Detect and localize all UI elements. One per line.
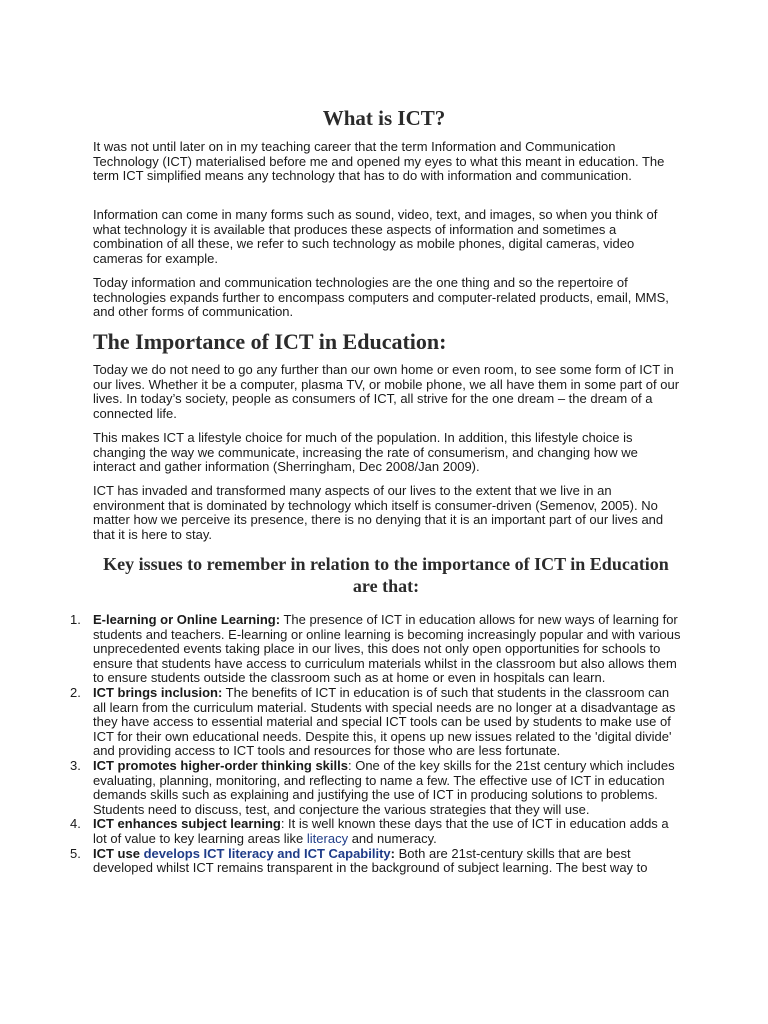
ict-capability-link[interactable]: develops ICT literacy and ICT Capability <box>139 845 391 861</box>
importance-paragraph-3: ICT has invaded and transformed many aspects of our lives to the extent that we live in an environment that is dominated by technology which itself is consumer-driven (Semenov, 2005). No matter how we perceive its presence, there is no denying that it is an important part of our lives and that it is here to stay. <box>93 483 664 542</box>
importance-paragraph-1: Today we do not need to go any further than our own home or even room, to see some form of ICT in our lives. Whether it be a computer, plasma TV, or mobile phone, we all have them in some part of our lives. In today’s society, people as consumers of ICT, all strive for the one dream – the dream of a connected life. <box>93 362 680 421</box>
literacy-link[interactable]: literacy <box>306 830 349 846</box>
issue-text: The presence of ICT in education allows for new ways of learning for students and teachers. E-learning or online learning is becoming increasingly popular and with various unprecedented events taking place in our lives, this does not only open opportunities for schools to ensure that students have access to curriculum materials whilst in the classroom but also allows them to ensure students outside the classroom such as at home or even in hospitals can learn. <box>93 612 681 686</box>
importance-heading: The Importance of ICT in Education: <box>93 329 447 354</box>
issue-title: E-learning or Online Learning: <box>93 612 281 627</box>
list-item <box>70 816 683 846</box>
list-number: 1. <box>70 612 81 627</box>
intro-paragraph-1: It was not until later on in my teaching career that the term Information and Communication Technology (ICT) materialised before me and opened my eyes to what this meant in education. The term ICT simplified means any technology that has to do with information and communication. <box>93 139 665 184</box>
issue-text: The benefits of ICT in education is of such that students in the classroom can all learn from the curriculum material. Students with special needs are no longer at a disadvantage as they have access to essential material and special ICT tools can be used by students to make use of ICT for their own educational needs. Despite this, it opens up new issues related to the 'digital divide' and providing access to ICT tools and resources for those who are less fortunate. <box>93 684 676 759</box>
list-number: 3. <box>70 757 81 773</box>
page-title: What is ICT? <box>322 106 446 130</box>
issue-title: ICT enhances subject learning <box>93 816 281 832</box>
issue-text: : One of the key skills for the 21st century which includes evaluating, planning, monitoring, and reflecting to name a few. The effective use of ICT in education demands skills such as explaining and justifying the use of ICT in producing solutions to problems. Students need to discuss, test, and conjecture the various strategies that they will use. <box>93 757 675 817</box>
list-number: 5. <box>70 845 81 861</box>
list-number: 2. <box>70 684 81 700</box>
key-issues-list <box>70 612 683 876</box>
list-item <box>70 757 683 817</box>
list-item <box>70 612 683 686</box>
issue-text: Both are 21st-century skills that are best developed whilst ICT remains transparent in the background of subject learning. The best way to <box>93 845 648 876</box>
list-item <box>70 845 683 876</box>
issue-title: ICT brings inclusion: <box>93 684 223 700</box>
issue-title: ICT promotes higher-order thinking skills <box>93 757 348 773</box>
list-item <box>70 684 683 759</box>
importance-paragraph-2: This makes ICT a lifestyle choice for much of the population. In addition, this lifestyle choice is changing the way we communicate, increasing the rate of consumerism, and changing how we interact and gather information (Sherringham, Dec 2008/Jan 2009). <box>93 430 638 475</box>
issue-text-after: and numeracy. <box>348 830 437 846</box>
issue-title-colon: : <box>390 845 395 861</box>
intro-paragraph-3: Today information and communication technologies are the one thing and so the repertoire of technologies expands further to encompass computers and computer-related products, email, MMS, and other forms of communication. <box>93 275 669 320</box>
list-number: 4. <box>70 816 81 832</box>
key-issues-heading: Key issues to remember in relation to the importance of ICT in Education are that: <box>103 554 669 596</box>
issue-text: : It is well known these days that the use of ICT in education adds a lot of value to key learning areas like <box>93 816 669 846</box>
intro-paragraph-2: Information can come in many forms such as sound, video, text, and images, so when you think of what technology it is available that produces these aspects of information and sometimes a combination of all these, we refer to such technology as mobile phones, digital cameras, video cameras for example. <box>93 207 658 266</box>
issue-title: ICT use <box>93 845 140 861</box>
